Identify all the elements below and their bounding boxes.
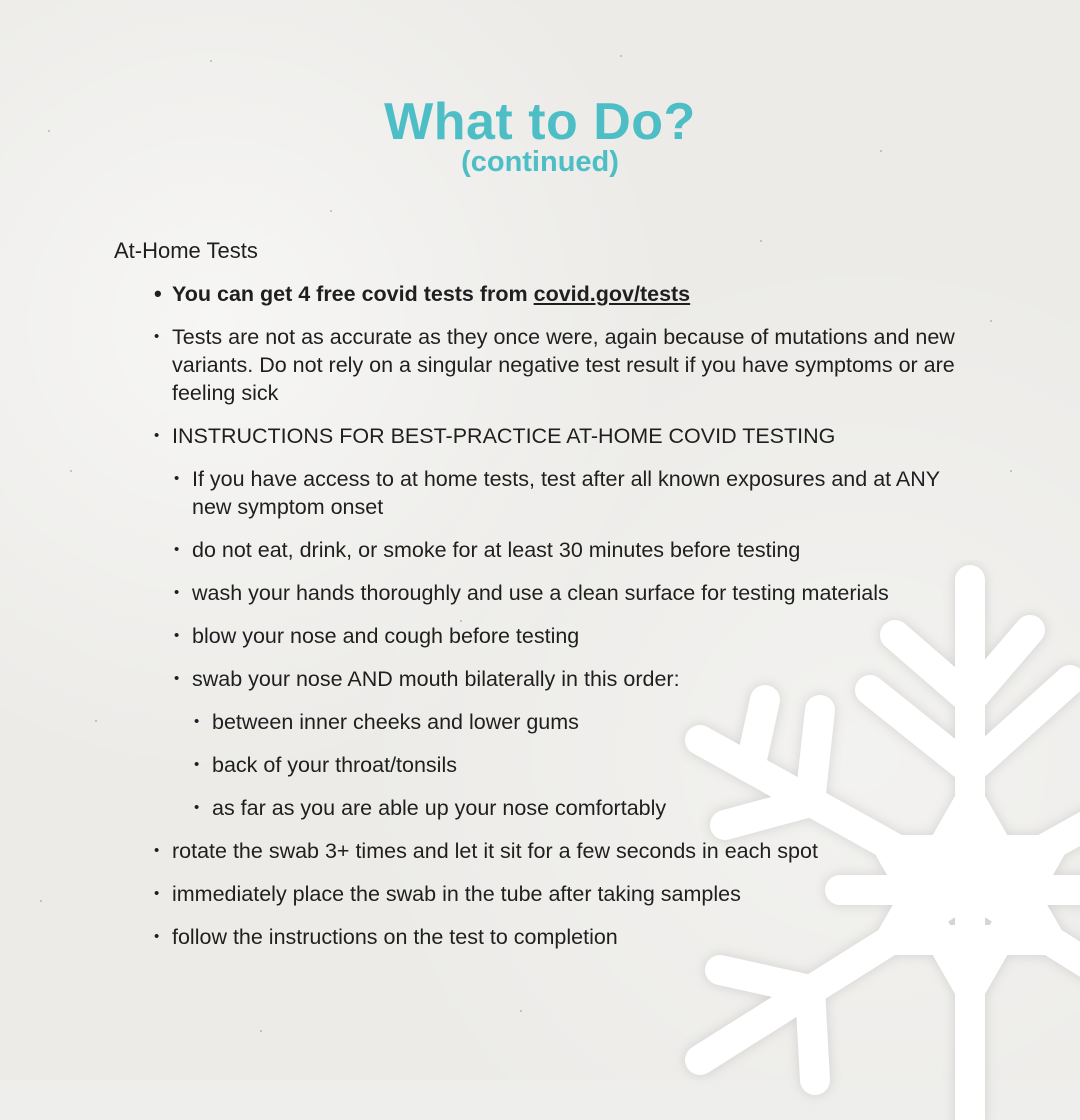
list-item-test-after-exposure: • If you have access to at home tests, test after all known exposures and at ANY new symptom onset [174,465,964,521]
list-item-swab-cheeks: • between inner cheeks and lower gums [194,708,964,736]
list-item-swab-throat: • back of your throat/tonsils [194,751,964,779]
list-item-place-swab: • immediately place the swab in the tube after taking samples [154,880,964,908]
list-item-rotate-swab: • rotate the swab 3+ times and let it sit for a few seconds in each spot [154,837,964,865]
list-item-free-tests [154,280,964,308]
list-item-follow-instructions: • follow the instructions on the test to completion [154,923,964,951]
covid-tests-link[interactable]: covid.gov/tests [533,282,691,306]
list-item-swab-nose: • as far as you are able up your nose comfortably [194,794,964,822]
page-subtitle: (continued) [461,146,619,178]
section-heading: At-Home Tests [114,238,258,263]
page-title: What to Do? [384,93,696,151]
list-item-swab-order: • swab your nose AND mouth bilaterally in this order: [174,665,964,693]
list-item-no-eating: • do not eat, drink, or smoke for at least 30 minutes before testing [174,536,964,564]
free-tests-text: You can get 4 free covid tests from [172,282,534,306]
list-item-instructions-heading: • INSTRUCTIONS FOR BEST-PRACTICE AT-HOME COVID TESTING [154,422,964,450]
instructions-list [154,280,964,966]
list-item-accuracy: • Tests are not as accurate as they once were, again because of mutations and new variants. Do not rely on a singular negative test result if you have symptoms or are feeling sick [154,323,964,407]
list-item-blow-nose: • blow your nose and cough before testing [174,622,964,650]
list-item-wash-hands: • wash your hands thoroughly and use a clean surface for testing materials [174,579,964,607]
